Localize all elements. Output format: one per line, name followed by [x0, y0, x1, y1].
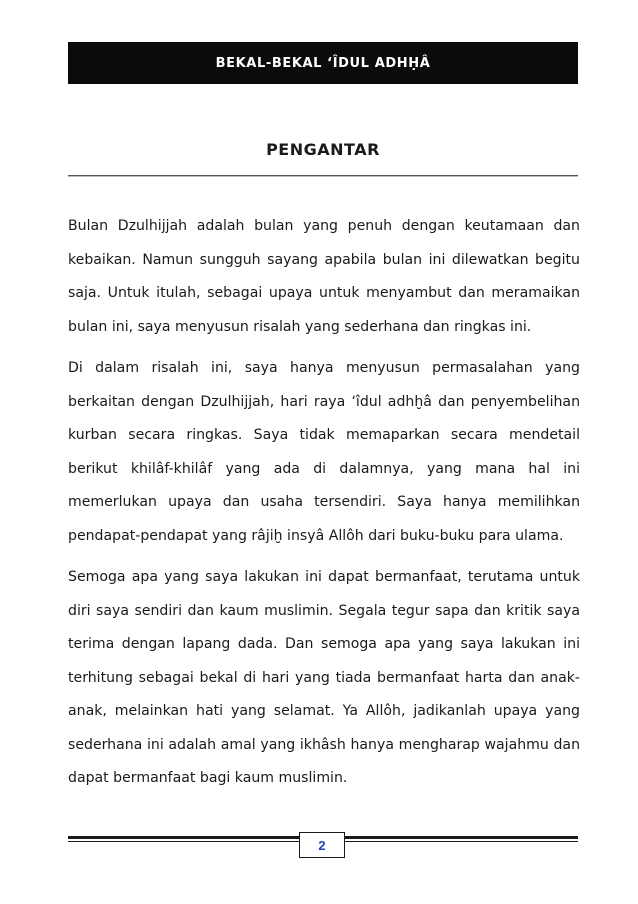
paragraph-2: Di dalam risalah ini, saya hanya menyusun permasalahan yang berkaitan dengan Dzulhijjah, hari raya ‘îdul adhḫâ dan penyembelihan kurban secara ringkas. Saya tidak memaparkan secara mendetail berikut khilâf-khilâf yang ada di dalamnya, yang mana hal ini memerlukan upaya dan usaha tersendiri. Saya hanya memilihkan pendapat-pendapat yang râjiḫ insyâ Allôh dari buku-buku para ulama.: [68, 360, 580, 544]
running-header-title: BEKAL-BEKAL ‘ÎDUL ADHḤÂ: [215, 55, 431, 71]
section-title: PENGANTAR: [266, 140, 380, 159]
title-divider: [68, 175, 578, 177]
body-text: [68, 210, 580, 804]
paragraph-3: Semoga apa yang saya lakukan ini dapat bermanfaat, terutama untuk diri saya sendiri dan kaum muslimin. Segala tegur sapa dan kritik saya terima dengan lapang dada. Dan semoga apa yang saya lakukan ini terhitung sebagai bekal di hari yang tiada bermanfaat harta dan anak-anak, melainkan hati yang selamat. Ya Allôh, jadikanlah upaya yang sederhana ini adalah amal yang ikhâsh hanya mengharap wajahmu dan dapat bermanfaat bagi kaum muslimin.: [68, 569, 580, 786]
page-number-box: [299, 832, 345, 858]
page-number: 2: [318, 837, 326, 853]
running-header: [68, 42, 578, 84]
paragraph-1: Bulan Dzulhijjah adalah bulan yang penuh dengan keutamaan dan kebaikan. Namun sungguh sayang apabila bulan ini dilewatkan begitu saja. Untuk itulah, sebagai upaya untuk menyambut dan meramaikan bulan ini, saya menyusun risalah yang sederhana dan ringkas ini.: [68, 218, 580, 335]
